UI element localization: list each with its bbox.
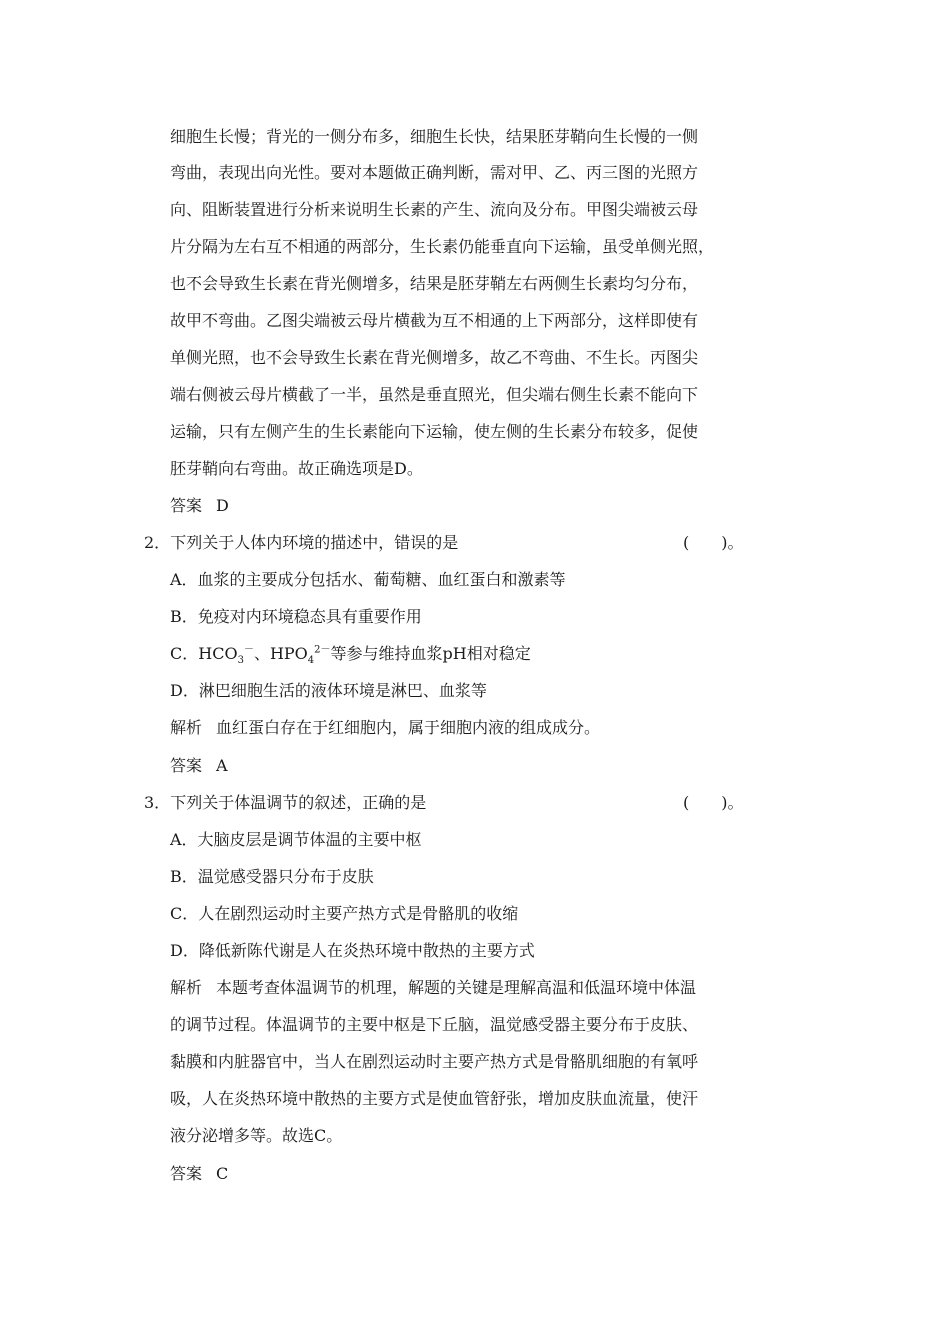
answer-value: C	[216, 1164, 229, 1183]
explanation-line: 端右侧被云母片横截了一半，虽然是垂直照光，但尖端右侧生长素不能向下	[170, 385, 699, 404]
explanation-line: 弯曲，表现出向光性。要对本题做正确判断，需对甲、乙、丙三图的光照方	[170, 163, 699, 182]
q2-analysis	[170, 718, 600, 738]
analysis-line: 吸，人在炎热环境中散热的主要方式是使血管舒张，增加皮肤血流量，使汗	[170, 1089, 699, 1108]
option-c	[170, 644, 531, 667]
option-d: D．淋巴细胞生活的液体环境是淋巴、血浆等	[170, 681, 487, 700]
explanation-line: 片分隔为左右互不相通的两部分，生长素仍能垂直向下运输，虽受单侧光照，	[170, 237, 715, 256]
answer-label: 答案	[170, 1164, 203, 1183]
explanation-line: 细胞生长慢；背光的一侧分布多，细胞生长快，结果胚芽鞘向生长慢的一侧	[170, 127, 699, 146]
option-b: B．温觉感受器只分布于皮肤	[170, 867, 374, 886]
answer-bracket: ( )。	[683, 533, 744, 552]
question-number: 2．	[144, 533, 171, 552]
q3-analysis-first-line	[170, 978, 696, 998]
analysis-label: 解析	[170, 718, 203, 737]
answer-bracket: ( )。	[683, 793, 744, 812]
question-stem: 下列关于体温调节的叙述，正确的是	[170, 793, 427, 812]
analysis-line: 液分泌增多等。故选C。	[170, 1126, 343, 1145]
analysis-text: 本题考查体温调节的机理，解题的关键是理解高温和低温环境中体温	[216, 978, 697, 997]
explanation-line: 向、阻断装置进行分析来说明生长素的产生、流向及分布。甲图尖端被云母	[170, 200, 699, 219]
option-d: D．降低新陈代谢是人在炎热环境中散热的主要方式	[170, 941, 535, 960]
answer-value: A	[216, 756, 228, 775]
superscript: －	[243, 644, 254, 656]
subscript: 3	[237, 655, 244, 667]
q1-answer	[170, 496, 229, 516]
explanation-line: 也不会导致生长素在背光侧增多，结果是胚芽鞘左右两侧生长素均匀分布，	[170, 274, 699, 293]
question-stem: 下列关于人体内环境的描述中，错误的是	[170, 533, 459, 552]
explanation-line: 胚芽鞘向右弯曲。故正确选项是D。	[170, 459, 423, 478]
q2-stem-line	[144, 533, 458, 553]
superscript: 2－	[314, 644, 331, 656]
option-c-text: C．HCO	[170, 644, 238, 663]
explanation-line: 故甲不弯曲。乙图尖端被云母片横截为互不相通的上下两部分，这样即使有	[170, 311, 699, 330]
explanation-line: 运输，只有左侧产生的生长素能向下运输，使左侧的生长素分布较多，促使	[170, 422, 699, 441]
q3-stem-line	[144, 793, 426, 813]
option-c-text: 、HPO	[253, 644, 308, 663]
option-a: A．大脑皮层是调节体温的主要中枢	[170, 830, 422, 849]
analysis-line: 的调节过程。体温调节的主要中枢是下丘脑，温觉感受器主要分布于皮肤、	[170, 1015, 699, 1034]
option-c: C．人在剧烈运动时主要产热方式是骨骼肌的收缩	[170, 904, 519, 923]
answer-label: 答案	[170, 756, 203, 775]
analysis-line: 黏膜和内脏器官中，当人在剧烈运动时主要产热方式是骨骼肌细胞的有氧呼	[170, 1052, 699, 1071]
explanation-line: 单侧光照，也不会导致生长素在背光侧增多，故乙不弯曲、不生长。丙图尖	[170, 348, 699, 367]
analysis-label: 解析	[170, 978, 203, 997]
option-c-text: 等参与维持血浆pH相对稳定	[330, 644, 531, 663]
q2-answer	[170, 756, 228, 776]
option-b: B．免疫对内环境稳态具有重要作用	[170, 607, 422, 626]
q3-answer	[170, 1164, 228, 1184]
option-a: A．血浆的主要成分包括水、葡萄糖、血红蛋白和激素等	[170, 570, 566, 589]
answer-label: 答案	[170, 496, 203, 515]
analysis-text: 血红蛋白存在于红细胞内，属于细胞内液的组成成分。	[216, 718, 601, 737]
question-number: 3．	[144, 793, 171, 812]
subscript: 4	[307, 655, 315, 667]
answer-value: D	[216, 496, 229, 515]
